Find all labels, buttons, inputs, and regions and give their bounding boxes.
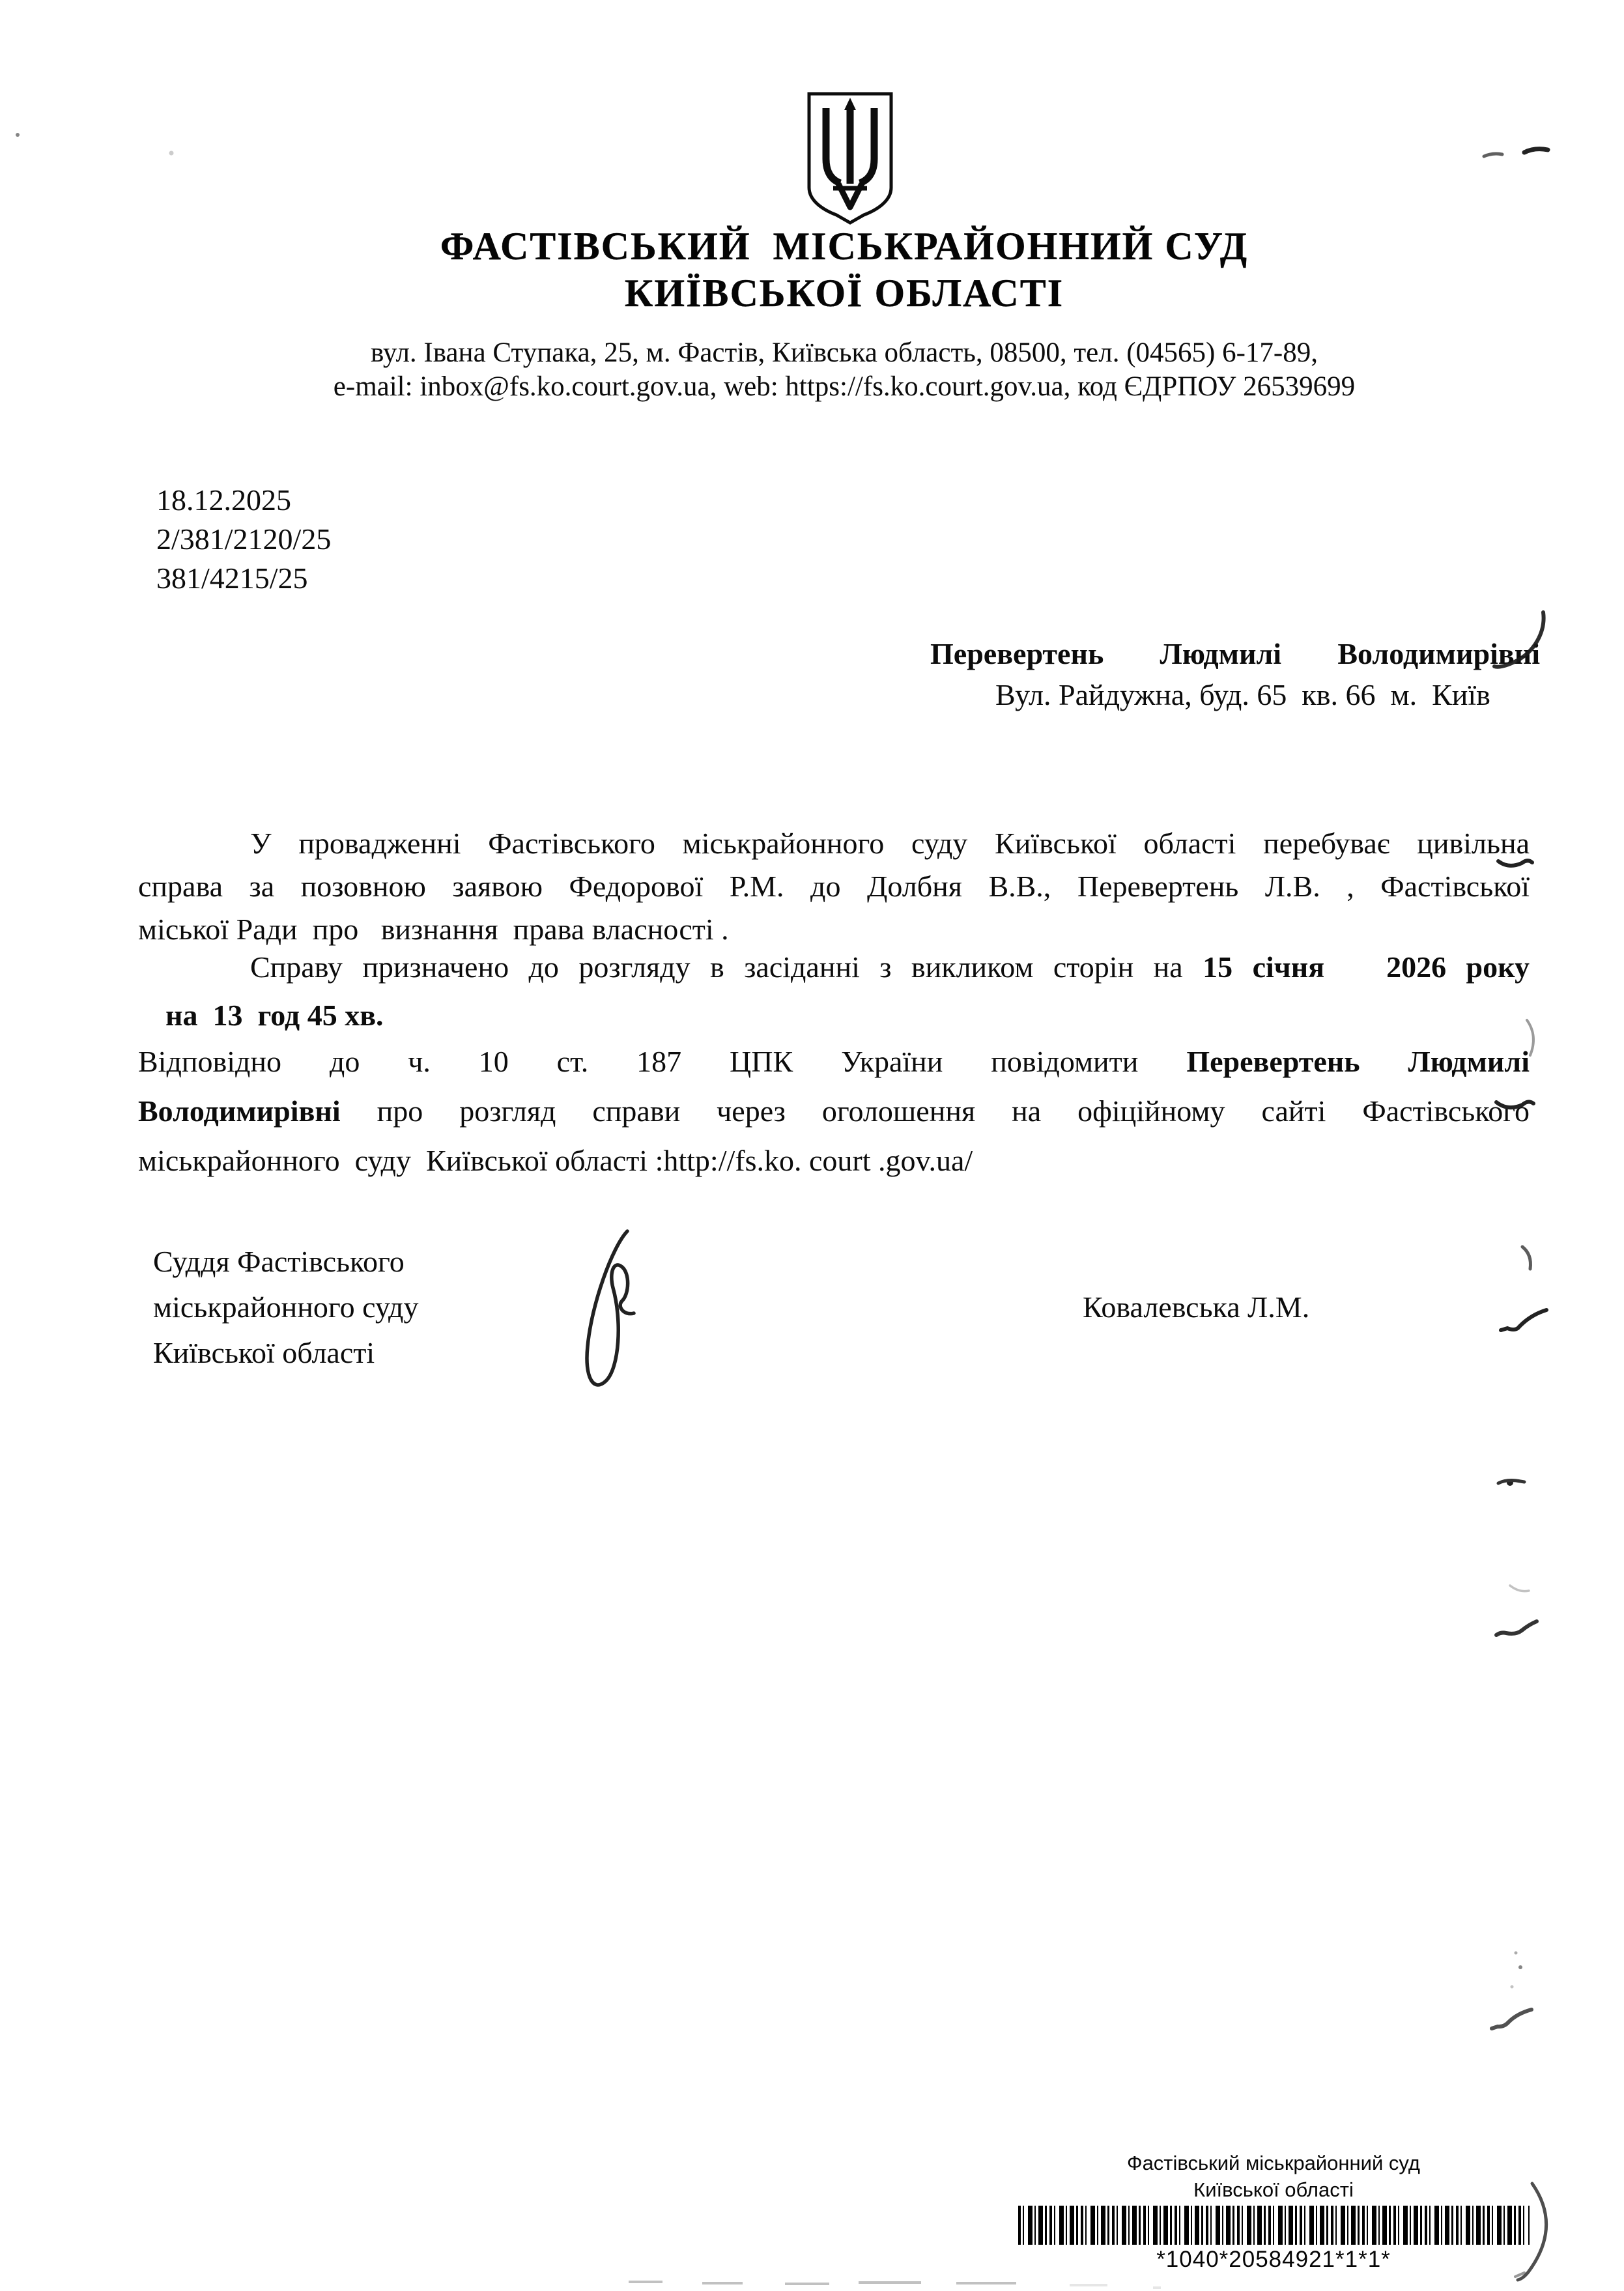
notified-person-part2: Володимирівні: [138, 1094, 341, 1128]
court-address-line2: e-mail: inbox@fs.ko.court.gov.ua, web: https://fs.ko.court.gov.ua, код ЄДРПОУ 26539699: [333, 371, 1356, 402]
reference-number: 381/4215/25: [156, 562, 308, 595]
signer-role-line: Київської області: [153, 1336, 375, 1369]
notified-person-part1: Перевертень Людмилі: [1186, 1045, 1530, 1078]
handwritten-signature: [550, 1213, 668, 1405]
recipient-block: [930, 633, 1540, 715]
hearing-time: на 13 год 45 хв.: [165, 999, 384, 1032]
court-address-line1: вул. Івана Ступака, 25, м. Фастів, Київська область, 08500, тел. (04565) 6-17-89,: [371, 337, 1318, 368]
paragraph-line: У провадженні Фастівського міськрайонного суду Київської області перебуває цивільна: [250, 827, 1530, 860]
barcode-court-label-line2: Київської області: [1193, 2178, 1354, 2201]
barcode-code-text: *1040*20584921*1*1*: [1156, 2247, 1391, 2272]
code39-barcode: [1018, 2206, 1530, 2245]
signer-role-line: міськрайонного суду: [153, 1290, 419, 1324]
hearing-text: Справу призначено до розгляду в засіданні з викликом сторін на: [250, 950, 1203, 984]
signer-role-line: Суддя Фастівського: [153, 1245, 405, 1278]
court-website-line: міськрайонного суду Київської області :http://fs.ko. court .gov.ua/: [138, 1144, 973, 1177]
judge-name: Ковалевська Л.М.: [1083, 1290, 1310, 1324]
hearing-date: 15 січня: [1203, 950, 1325, 984]
paragraph-line: [138, 943, 1530, 991]
notification-text: про розгляд справи через оголошення на офіційному сайті Фастівського: [340, 1094, 1530, 1128]
court-name-line1: ФАСТІВСЬКИЙ МІСЬКРАЙОННИЙ СУД: [440, 225, 1249, 268]
recipient-address: Вул. Райдужна, буд. 65 кв. 66 м. Київ: [995, 678, 1490, 711]
ukraine-trident-emblem-icon: [806, 91, 894, 227]
letter-date: 18.12.2025: [156, 483, 291, 517]
recipient-name: Перевертень Людмилі Володимирівні: [930, 637, 1540, 670]
paragraph-line: [138, 1087, 1530, 1136]
court-name-line2: КИЇВСЬКОЇ ОБЛАСТІ: [624, 272, 1064, 315]
case-number: 2/381/2120/25: [156, 522, 332, 556]
paragraph-line: справа за позовною заявою Федорової Р.М. до Долбня В.В., Перевертень Л.В. , Фастівської: [138, 870, 1530, 903]
paragraph-hearing-date: [138, 943, 1530, 1040]
hearing-year: 2026 року: [1386, 950, 1530, 984]
barcode-block: [977, 2150, 1570, 2275]
paragraph-line: міської Ради про визнання права власності .: [138, 913, 729, 946]
paragraph-case-info: [138, 822, 1530, 951]
paragraph-notification: [138, 1037, 1530, 1186]
signer-role-block: [153, 1239, 418, 1376]
law-reference: Відповідно до ч. 10 ст. 187 ЦПК України повідомити: [138, 1045, 1187, 1078]
barcode-court-label-line1: Фастівський міськрайонний суд: [1127, 2152, 1420, 2174]
paragraph-line: [138, 1037, 1530, 1087]
letter-meta-block: [156, 481, 331, 598]
